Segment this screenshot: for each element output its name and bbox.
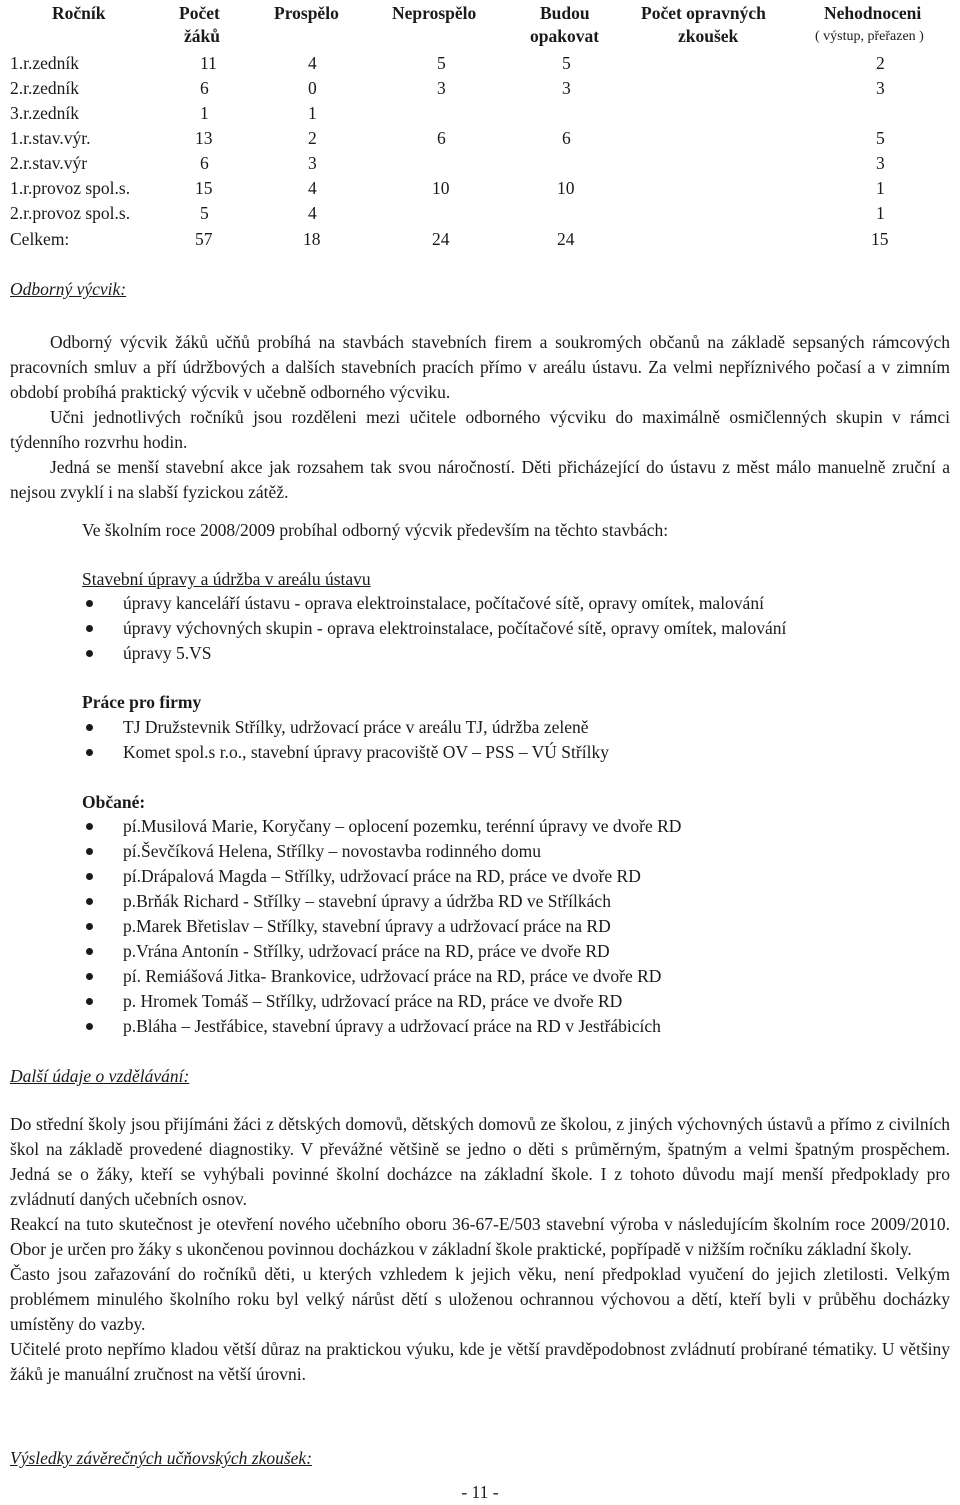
cell-pocet: 6 [200, 78, 209, 98]
header-budou-line2: opakovat [530, 26, 600, 46]
bullet-icon [86, 873, 93, 880]
cell-nehodnoceni: 5 [876, 128, 885, 148]
paragraph: Učitelé proto nepřímo kladou větší důraz na praktickou výuku, kde je větší pravděpodobnost zvládnutí probírané tématiky. U většiny žáků je manuální zručnost na větší úrovni. [10, 1339, 950, 1384]
cell-rocnik: 2.r.provoz spol.s. [10, 203, 131, 223]
table-row [0, 126, 960, 151]
cell-prospelo: 4 [308, 203, 317, 223]
list-item: p.Marek Břetislav – Střílky, stavební úpravy a udržovací práce na RD [82, 914, 681, 939]
bullet-icon [86, 998, 93, 1005]
list-item: p.Brňák Richard - Střílky – stavební úpravy a údržba RD ve Střílkách [82, 889, 681, 914]
cell-rocnik: 3.r.zedník [10, 103, 80, 123]
cell-neprospelo: 6 [437, 128, 446, 148]
cell-neprospelo: 3 [437, 78, 446, 98]
cell-nehodnoceni: 1 [876, 178, 885, 198]
bullet-icon [86, 898, 93, 905]
section-heading-odborny: Odborný výcvik: [10, 279, 127, 299]
table-header [0, 2, 960, 50]
table-row-total [0, 227, 960, 252]
cell-neprospelo: 10 [432, 178, 450, 198]
dalsi-text [10, 1112, 950, 1387]
cell-budou: 6 [562, 128, 571, 148]
list-item: úpravy výchovných skupin - oprava elektroinstalace, počítačové sítě, opravy omítek, malování [82, 616, 786, 641]
list-item: pí.Ševčíková Helena, Střílky – novostavba rodinného domu [82, 839, 681, 864]
cell-nehodnoceni: 15 [871, 229, 889, 249]
cell-pocet: 57 [195, 229, 213, 249]
cell-pocet: 11 [200, 53, 217, 73]
table-row [0, 76, 960, 101]
header-nehodnoceni-line1: Nehodnoceni [824, 3, 922, 23]
cell-prospelo: 1 [308, 103, 317, 123]
cell-pocet: 5 [200, 203, 209, 223]
bullet-icon [86, 848, 93, 855]
subheading-obcane: Občané: [82, 792, 146, 812]
table-row [0, 101, 960, 126]
cell-pocet: 1 [200, 103, 209, 123]
list-item: p. Hromek Tomáš – Střílky, udržovací práce na RD, práce ve dvoře RD [82, 989, 681, 1014]
cell-prospelo: 2 [308, 128, 317, 148]
header-prospelo: Prospělo [274, 3, 339, 23]
bullet-icon [86, 1023, 93, 1030]
cell-nehodnoceni: 3 [876, 153, 885, 173]
bullet-icon [86, 948, 93, 955]
list-item: úpravy kanceláří ústavu - oprava elektroinstalace, počítačové sítě, opravy omítek, malování [82, 591, 786, 616]
header-rocnik: Ročník [52, 3, 106, 23]
cell-prospelo: 4 [308, 178, 317, 198]
bullet-icon [86, 650, 93, 657]
cell-pocet: 15 [195, 178, 213, 198]
bullet-icon [86, 823, 93, 830]
cell-budou: 24 [557, 229, 575, 249]
section-heading-vysledky: Výsledky závěrečných učňovských zkoušek: [10, 1448, 313, 1468]
cell-rocnik: 1.r.stav.výr. [10, 128, 91, 148]
table-row [0, 51, 960, 76]
cell-prospelo: 3 [308, 153, 317, 173]
table-row [0, 151, 960, 176]
list-firmy [82, 715, 609, 765]
bullet-icon [86, 923, 93, 930]
section-heading-dalsi: Další údaje o vzdělávání: [10, 1066, 190, 1086]
bullet-icon [86, 973, 93, 980]
cell-rocnik: 1.r.zedník [10, 53, 80, 73]
cell-prospelo: 4 [308, 53, 317, 73]
cell-rocnik: 1.r.provoz spol.s. [10, 178, 131, 198]
table-row [0, 201, 960, 226]
paragraph: Reakcí na tuto skutečnost je otevření nového učebního oboru 36-67-E/503 stavební výroba v následujícím školním roce 2009/2010. Obor je určen pro žáky s ukončenou povinnou docházkou v základní škole praktické, popřípadě v nižším ročníku základní školy. [10, 1214, 950, 1259]
bullet-icon [86, 625, 93, 632]
odborny-text [10, 330, 950, 505]
bullet-icon [86, 600, 93, 607]
list-item: p.Vrána Antonín - Střílky, udržovací práce na RD, práce ve dvoře RD [82, 939, 681, 964]
list-item: pí.Musilová Marie, Koryčany – oplocení pozemku, terénní úpravy ve dvoře RD [82, 814, 681, 839]
paragraph: Odborný výcvik žáků učňů probíhá na stavbách stavebních firem a soukromých občanů na základě sepsaných rámcových pracovních smluv a pří údržbových a dalších stavebních pracích přímo v areálu ústavu. Za velmi nepříznivého počasí a v zimním období probíhá praktický výcvik v učebně odborného výcviku. [10, 332, 950, 402]
cell-budou: 10 [557, 178, 575, 198]
cell-rocnik: 2.r.stav.výr [10, 153, 88, 173]
header-budou-line1: Budou [540, 3, 590, 23]
subheading-firmy: Práce pro firmy [82, 692, 202, 712]
subheading-stavebni: Stavební úpravy a údržba v areálu ústavu [82, 569, 371, 589]
paragraph: Jedná se menší stavební akce jak rozsahem tak svou náročností. Děti přicházející do ústavu z měst málo manuelně zruční a nejsou zvyklí i na slabší fyzickou zátěž. [10, 457, 950, 502]
list-item: pí. Remiášová Jitka- Brankovice, udržovací práce na RD, práce ve dvoře RD [82, 964, 681, 989]
header-opravne-line1: Počet opravných [641, 3, 766, 23]
bullet-icon [86, 749, 93, 756]
list-stavebni [82, 591, 786, 666]
cell-nehodnoceni: 2 [876, 53, 885, 73]
cell-pocet: 6 [200, 153, 209, 173]
header-opravne-line2: zkoušek [678, 26, 739, 46]
header-nehodnoceni-line2: ( výstup, přeřazen ) [815, 29, 924, 44]
list-obcane [82, 814, 681, 1039]
list-item: Komet spol.s r.o., stavební úpravy pracoviště OV – PSS – VÚ Střílky [82, 740, 609, 765]
cell-prospelo: 0 [308, 78, 317, 98]
header-neprospelo: Neprospělo [392, 3, 477, 23]
paragraph: Často jsou zařazování do ročníků děti, u kterých vzhledem k jejich věku, není předpoklad vyučení do jejich zletilosti. Velkým problémem minulého školního roku byl velký nárůst dětí s uloženou ochrannou výchovou a dětí, kteří byli v průběhu docházky umístěny do vazby. [10, 1264, 950, 1334]
bullet-icon [86, 724, 93, 731]
cell-nehodnoceni: 3 [876, 78, 885, 98]
cell-budou: 5 [562, 53, 571, 73]
list-item: TJ Družstevnik Střílky, udržovací práce v areálu TJ, údržba zeleně [82, 715, 609, 740]
cell-neprospelo: 24 [432, 229, 450, 249]
page-number: - 11 - [461, 1482, 499, 1502]
cell-budou: 3 [562, 78, 571, 98]
paragraph: Učni jednotlivých ročníků jsou rozděleni mezi učitele odborného výcviku do maximálně osmičlenných skupin v rámci týdenního rozvrhu hodin. [10, 407, 950, 452]
table-row [0, 176, 960, 201]
stavby-intro: Ve školním roce 2008/2009 probíhal odborný výcvik především na těchto stavbách: [82, 520, 669, 540]
cell-pocet: 13 [195, 128, 213, 148]
list-item: p.Bláha – Jestřábice, stavební úpravy a udržovací práce na RD v Jestřábicích [82, 1014, 681, 1039]
cell-rocnik: Celkem: [10, 229, 70, 249]
list-item: pí.Drápalová Magda – Střílky, udržovací práce na RD, práce ve dvoře RD [82, 864, 681, 889]
header-pocet-line1: Počet [179, 3, 220, 23]
cell-prospelo: 18 [303, 229, 321, 249]
cell-nehodnoceni: 1 [876, 203, 885, 223]
cell-neprospelo: 5 [437, 53, 446, 73]
header-pocet-line2: žáků [184, 26, 220, 46]
paragraph: Do střední školy jsou přijímáni žáci z dětských domovů, dětských domovů ze školou, z jiných výchovných ústavů a přímo z civilních škol na základě provedené diagnostiky. V převážné většině se jedno o děti s průměrným, špatným a velmi špatným prospěchem. Jedná se o žáky, kteří se vyhýbali povinné školní docházce na základní škole. I z tohoto důvodu mají menší předpoklady pro zvládnutí daných učebních osnov. [10, 1114, 950, 1209]
cell-rocnik: 2.r.zedník [10, 78, 80, 98]
list-item: úpravy 5.VS [82, 641, 786, 666]
